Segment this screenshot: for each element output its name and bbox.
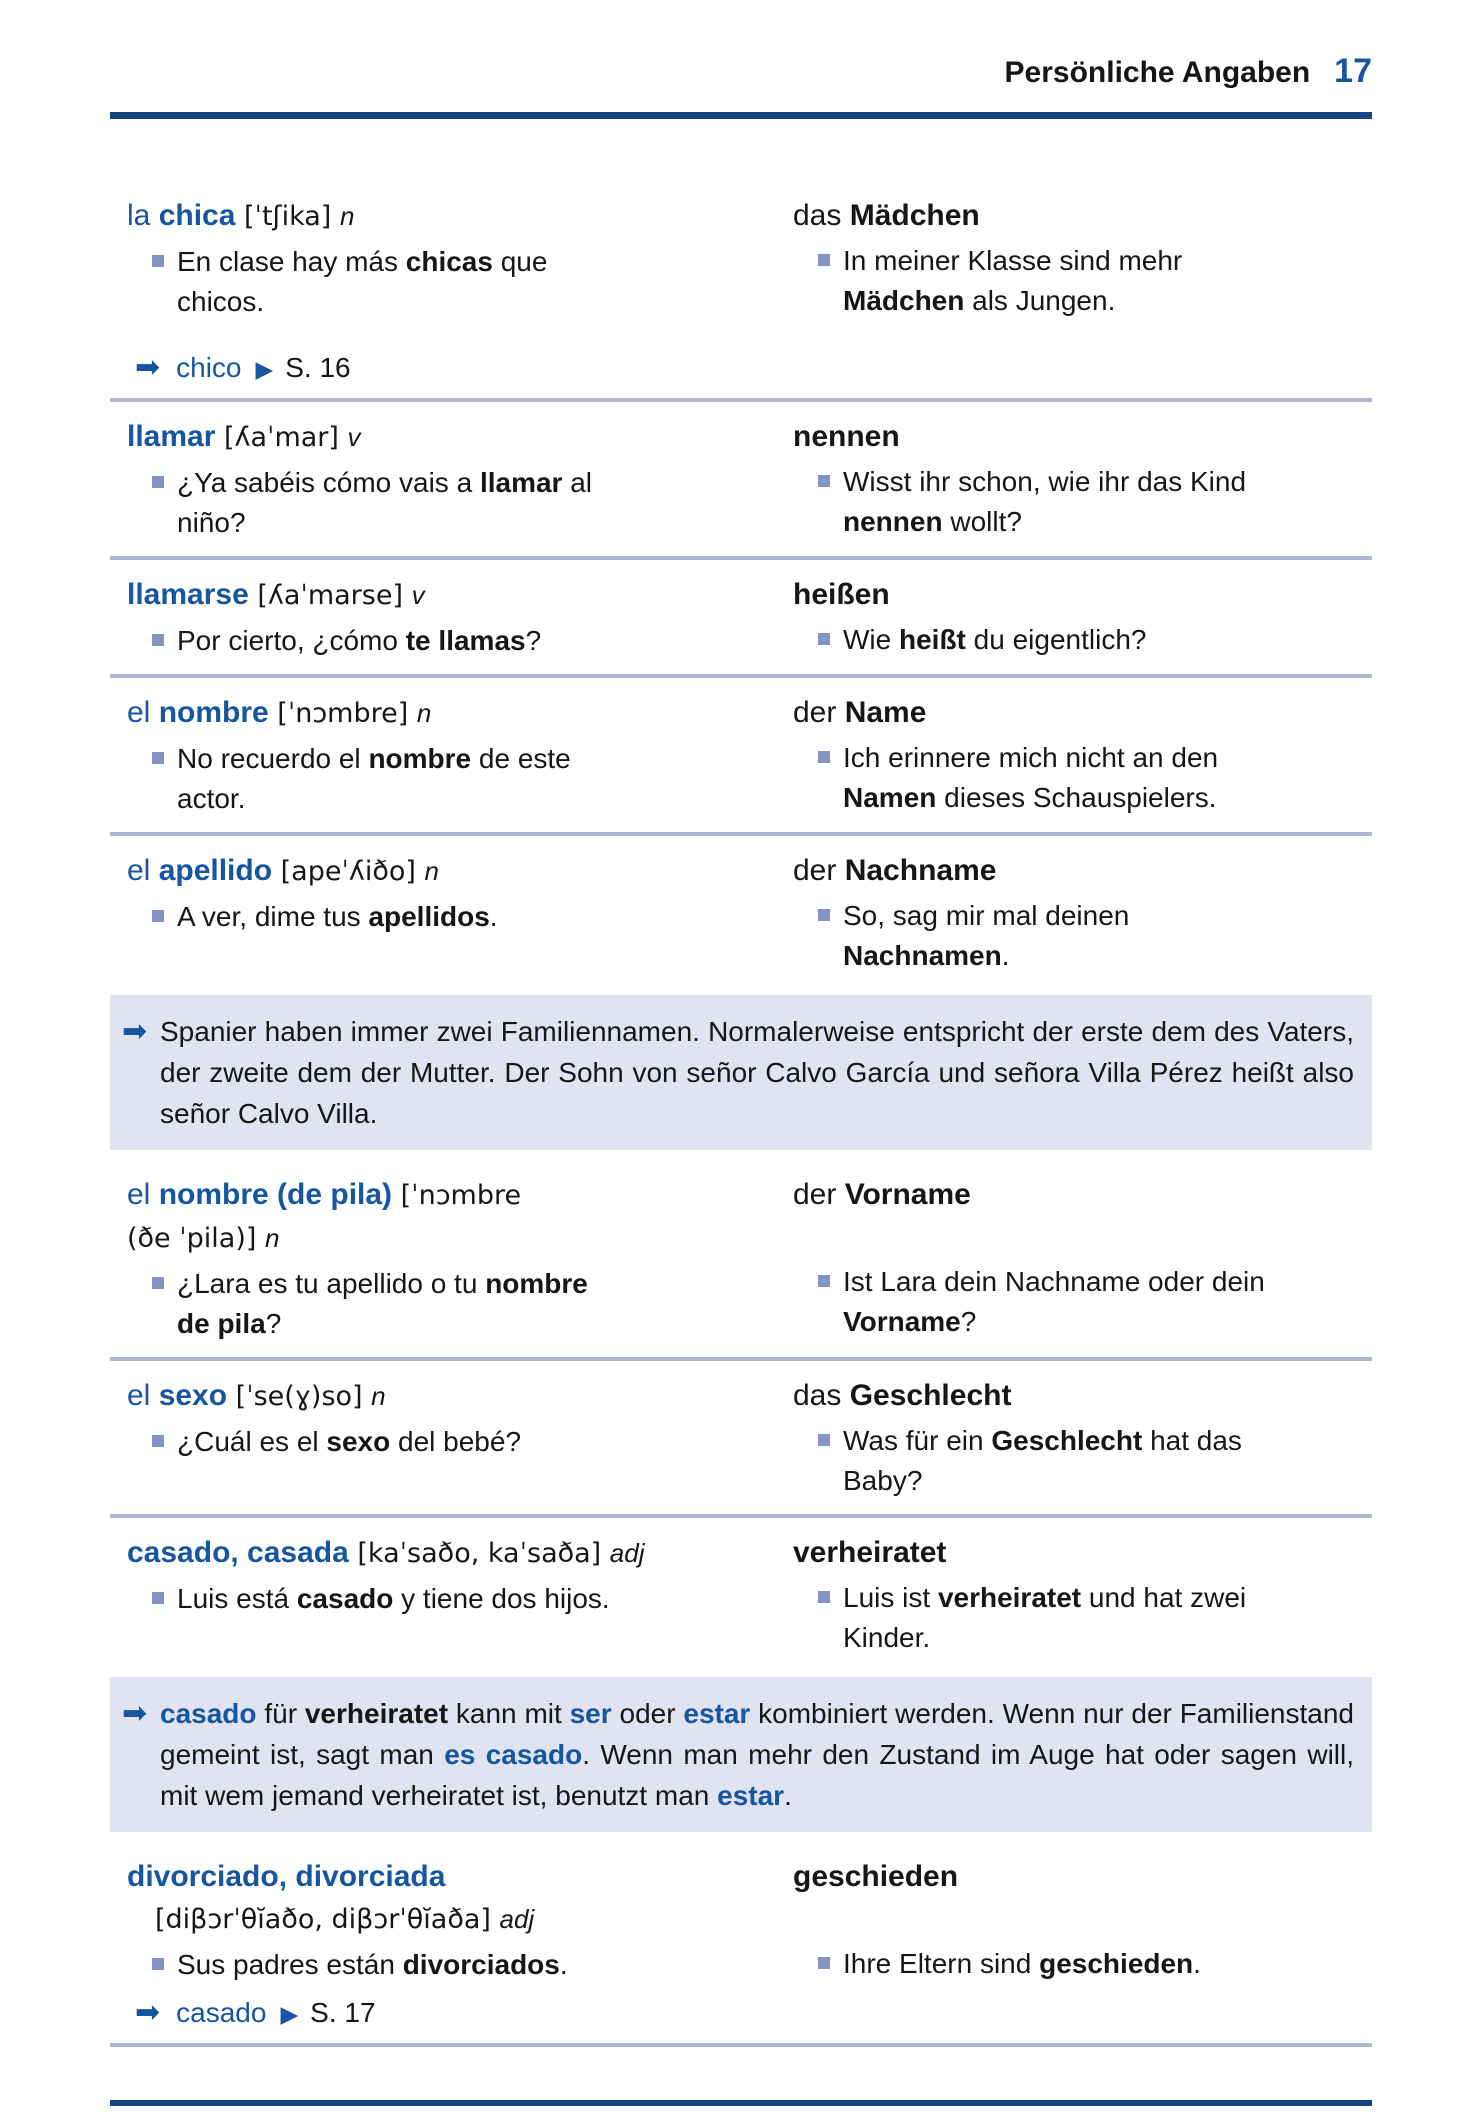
- text-segment: es casado: [444, 1739, 583, 1770]
- text-segment: Nachnamen: [843, 940, 1002, 971]
- square-bullet-icon: [818, 1434, 830, 1446]
- right-arrow-icon: ➡: [122, 1696, 148, 1731]
- text-segment: du eigentlich?: [965, 624, 1147, 655]
- example-text: [177, 1422, 521, 1462]
- square-bullet-icon: [152, 1277, 164, 1289]
- spanish-column: [127, 1174, 775, 1344]
- example-sentence: [818, 620, 1372, 660]
- example-sentence: [818, 241, 1372, 321]
- dictionary-entry-row: [110, 1518, 1372, 1671]
- cross-reference: [135, 1995, 775, 2030]
- example-text: [843, 1421, 1293, 1501]
- text-segment: .: [1193, 1948, 1201, 1979]
- text-segment: Sus padres están: [177, 1949, 403, 1980]
- text-segment: Mädchen: [849, 199, 980, 232]
- text-segment: nombre (de pila): [158, 1178, 393, 1211]
- example-text: [843, 241, 1293, 321]
- text-segment: [ˈnɔmbre: [392, 1180, 522, 1211]
- text-segment: oder: [611, 1698, 684, 1729]
- text-segment: für: [256, 1698, 305, 1729]
- example-sentence: [818, 1262, 1372, 1342]
- text-segment: heißen: [793, 578, 890, 611]
- text-segment: y tiene dos hijos.: [393, 1583, 610, 1614]
- example-text: [843, 620, 1146, 660]
- text-segment: Mädchen: [843, 285, 965, 316]
- text-segment: So, sag mir mal deinen: [843, 900, 1130, 931]
- text-segment: sexo: [326, 1426, 391, 1457]
- triangle-right-icon: ▶: [280, 2002, 299, 2028]
- example-text: [843, 1262, 1293, 1342]
- text-segment: (ðe ˈpila)]: [127, 1223, 266, 1254]
- text-segment: Wie: [843, 624, 899, 655]
- crossref-word: chico: [176, 352, 242, 383]
- text-segment: geschieden: [1039, 1948, 1194, 1979]
- square-bullet-icon: [818, 751, 830, 763]
- crossref-word: casado: [176, 1997, 267, 2028]
- crossref-page: S. 16: [285, 352, 351, 383]
- german-column: [793, 692, 1372, 819]
- text-segment: nennen: [843, 506, 943, 537]
- text-segment: .: [489, 901, 498, 932]
- german-column: [793, 1532, 1372, 1658]
- example-text: [177, 1945, 568, 1985]
- text-segment: apellidos: [368, 901, 490, 932]
- header-rule: [110, 112, 1372, 119]
- example-sentence: [818, 896, 1372, 976]
- example-text: [843, 1578, 1293, 1658]
- dictionary-entry-row: [110, 1842, 1372, 2043]
- text-segment: ¿Ya sabéis cómo vais a: [177, 467, 480, 498]
- square-bullet-icon: [152, 752, 164, 764]
- text-segment: .: [1001, 940, 1010, 971]
- right-arrow-icon: ➡: [122, 1014, 148, 1049]
- text-segment: hat das Baby?: [843, 1425, 1242, 1496]
- text-segment: [ʎaˈmarse]: [248, 580, 412, 611]
- text-segment: casado, casada: [127, 1536, 349, 1569]
- text-segment: del bebé?: [390, 1426, 522, 1457]
- example-text: [843, 738, 1293, 818]
- text-segment: ?: [265, 1308, 282, 1339]
- dictionary-entry-row: [110, 402, 1372, 556]
- text-segment: adj: [499, 1904, 535, 1934]
- text-segment: el: [127, 696, 159, 729]
- german-column: [793, 195, 1372, 385]
- text-segment: casado: [296, 1583, 394, 1614]
- text-segment: verheiratet: [937, 1582, 1082, 1613]
- text-segment: estar: [683, 1698, 751, 1729]
- text-segment: n: [416, 698, 432, 728]
- example-sentence: [152, 1945, 775, 1985]
- dictionary-entry-row: [110, 560, 1372, 674]
- text-segment: Name: [844, 696, 927, 729]
- entry-divider: [110, 2043, 1372, 2047]
- headword-de: [793, 1856, 1372, 1898]
- text-segment: geschieden: [793, 1860, 959, 1893]
- text-segment: el: [127, 1178, 159, 1211]
- example-text: [177, 463, 617, 543]
- text-segment: Spanier haben immer zwei Familiennamen. Normalerweise entspricht der erste dem des Vaters, der zweite dem der Mutter. Der Sohn von señor Calvo García und señora Villa Pérez heißt also señor Calvo Villa.: [160, 1016, 1354, 1129]
- headword-de: [793, 692, 1372, 734]
- crossref-page: S. 17: [310, 1997, 376, 2028]
- text-segment: Was für ein: [843, 1425, 992, 1456]
- headword-es: [127, 1174, 775, 1217]
- headword-de: [793, 1532, 1372, 1574]
- square-bullet-icon: [818, 1275, 830, 1287]
- example-sentence: [818, 1421, 1372, 1501]
- text-segment: und hat zwei Kinder.: [843, 1582, 1247, 1653]
- dictionary-entry-row: [110, 181, 1372, 398]
- text-segment: el: [127, 1379, 159, 1412]
- text-segment: nennen: [793, 420, 900, 453]
- headword-es: [127, 692, 775, 735]
- right-arrow-icon: ➡: [135, 1995, 161, 2030]
- text-segment: el: [127, 854, 159, 887]
- text-segment: que chicos.: [177, 246, 548, 317]
- square-bullet-icon: [152, 1958, 164, 1970]
- text-segment: [ʎaˈmar]: [215, 422, 348, 453]
- footer-rule: [110, 2100, 1372, 2106]
- text-segment: Luis está: [177, 1583, 297, 1614]
- text-segment: sexo: [158, 1379, 228, 1412]
- text-segment: Nachname: [844, 854, 997, 887]
- example-sentence: [818, 1944, 1372, 1984]
- usage-note-text: [160, 1011, 1354, 1134]
- spanish-column: [127, 1532, 775, 1658]
- example-sentence: [152, 621, 775, 661]
- example-sentence: [152, 1422, 775, 1462]
- text-segment: ?: [525, 625, 542, 656]
- text-segment: n: [424, 856, 439, 886]
- headword-es: [127, 1856, 775, 1898]
- square-bullet-icon: [152, 1435, 164, 1447]
- page-number: 17: [1334, 52, 1372, 90]
- text-segment: nombre: [368, 743, 472, 774]
- text-segment: Por cierto, ¿cómo: [177, 625, 406, 656]
- text-segment: wollt?: [942, 506, 1022, 537]
- usage-note-box: [110, 995, 1372, 1150]
- text-segment: Ihre Eltern sind: [843, 1948, 1040, 1979]
- spanish-column: [127, 692, 775, 819]
- headword-es: [127, 574, 775, 617]
- text-segment: al niño?: [177, 467, 593, 538]
- spanish-column: [127, 574, 775, 661]
- right-arrow-icon: ➡: [135, 350, 161, 385]
- text-segment: kombiniert werden. Wenn nur der Familienstand gemeint ist, sagt man: [160, 1698, 1354, 1770]
- text-segment: llamar: [479, 467, 563, 498]
- text-segment: estar: [717, 1780, 785, 1811]
- triangle-right-icon: ▶: [255, 357, 274, 383]
- usage-note-box: [110, 1677, 1372, 1832]
- square-bullet-icon: [818, 475, 830, 487]
- text-segment: der: [793, 696, 845, 729]
- example-sentence: [152, 1264, 775, 1344]
- text-segment: das: [793, 1379, 850, 1412]
- square-bullet-icon: [152, 255, 164, 267]
- square-bullet-icon: [818, 1957, 830, 1969]
- text-segment: [diβɔrˈθĭaðo, diβɔrˈθĭaða]: [155, 1904, 500, 1935]
- text-segment: la: [127, 199, 159, 232]
- square-bullet-icon: [152, 1592, 164, 1604]
- text-segment: .: [784, 1780, 792, 1811]
- text-segment: divorciados: [402, 1949, 560, 1980]
- text-segment: Vorname: [843, 1306, 961, 1337]
- german-column: [793, 850, 1372, 976]
- example-sentence: [152, 242, 775, 322]
- headword-de: [793, 574, 1372, 616]
- headword-es: [127, 195, 775, 238]
- text-segment: verheiratet: [304, 1698, 449, 1729]
- example-text: [843, 462, 1293, 542]
- text-segment: ?: [960, 1306, 977, 1337]
- example-text: [177, 621, 541, 661]
- spanish-column: [127, 1375, 775, 1501]
- german-column: [793, 1174, 1372, 1344]
- text-segment: divorciado, divorciada: [127, 1860, 446, 1893]
- headword-es: [127, 1532, 775, 1575]
- headword-es: [127, 1375, 775, 1418]
- square-bullet-icon: [818, 909, 830, 921]
- text-segment: Vorname: [844, 1178, 971, 1211]
- text-segment: [ˈnɔmbre]: [268, 698, 417, 729]
- square-bullet-icon: [818, 254, 830, 266]
- example-sentence: [152, 1579, 775, 1619]
- headword-de: [793, 850, 1372, 892]
- text-segment: Namen: [843, 782, 937, 813]
- text-segment: casado: [160, 1698, 257, 1729]
- example-text: [177, 242, 617, 322]
- example-sentence: [152, 897, 775, 937]
- text-segment: das: [793, 199, 850, 232]
- text-segment: heißt: [899, 624, 966, 655]
- text-segment: In meiner Klasse sind mehr: [843, 245, 1183, 276]
- text-segment: [ˈse(ɣ)so]: [227, 1381, 372, 1412]
- headword-es: [127, 416, 775, 459]
- example-text: [177, 897, 498, 937]
- spanish-column: [127, 416, 775, 543]
- text-segment: llamar: [127, 420, 216, 453]
- example-text: [843, 1944, 1201, 1984]
- square-bullet-icon: [152, 910, 164, 922]
- german-column: [793, 416, 1372, 543]
- text-segment: En clase hay más: [177, 246, 406, 277]
- spanish-column: [127, 850, 775, 976]
- text-segment: de este actor.: [177, 743, 571, 814]
- example-text: [177, 1264, 617, 1344]
- headword-de: [793, 416, 1372, 458]
- headword-es: [127, 850, 775, 893]
- example-sentence: [152, 739, 775, 819]
- text-segment: te llamas: [405, 625, 526, 656]
- square-bullet-icon: [152, 634, 164, 646]
- dictionary-entry-row: [110, 1361, 1372, 1514]
- german-column: [793, 1856, 1372, 2030]
- text-segment: v: [411, 580, 425, 610]
- entry-list: [110, 119, 1372, 2047]
- text-segment: dieses Schauspielers.: [936, 782, 1217, 813]
- text-segment: [kaˈsaðo, kaˈsaða]: [348, 1538, 610, 1569]
- dictionary-entry-row: [110, 836, 1372, 989]
- dictionary-entry-row: [110, 678, 1372, 832]
- example-text: [177, 739, 617, 819]
- text-segment: kann mit: [448, 1698, 570, 1729]
- cross-reference: [135, 350, 775, 385]
- text-segment: der: [793, 1178, 845, 1211]
- text-segment: n: [265, 1223, 280, 1253]
- text-segment: [apeˈʎiðo]: [272, 856, 425, 887]
- page-header: [1005, 52, 1372, 91]
- example-sentence: [818, 1578, 1372, 1658]
- headword-de: [793, 195, 1372, 237]
- headword-de: [793, 1375, 1372, 1417]
- page-title: Persönliche Angaben: [1004, 56, 1311, 89]
- usage-note-text: [160, 1693, 1354, 1816]
- text-segment: Luis ist: [843, 1582, 938, 1613]
- text-segment: A ver, dime tus: [177, 901, 369, 932]
- text-segment: v: [347, 422, 361, 452]
- text-segment: ser: [569, 1698, 612, 1729]
- example-sentence: [818, 738, 1372, 818]
- example-sentence: [152, 463, 775, 543]
- example-text: [177, 1579, 610, 1619]
- spanish-column: [127, 1856, 775, 2030]
- text-segment: [ˈtʃika]: [235, 201, 340, 232]
- text-segment: nombre: [158, 696, 269, 729]
- german-column: [793, 1375, 1372, 1501]
- text-segment: No recuerdo el: [177, 743, 369, 774]
- text-segment: . Wenn man mehr den Zustand im Auge hat oder sagen will, mit wem jemand verheiratet ist, benutzt man: [160, 1739, 1355, 1811]
- square-bullet-icon: [152, 476, 164, 488]
- text-segment: der: [793, 854, 845, 887]
- text-segment: ¿Cuál es el: [177, 1426, 327, 1457]
- text-segment: Wisst ihr schon, wie ihr das Kind: [843, 466, 1247, 497]
- square-bullet-icon: [818, 1591, 830, 1603]
- text-segment: Geschlecht: [991, 1425, 1143, 1456]
- text-segment: apellido: [158, 854, 273, 887]
- text-segment: llamarse: [127, 578, 249, 611]
- text-segment: chicas: [405, 246, 493, 277]
- square-bullet-icon: [818, 633, 830, 645]
- text-segment: ¿Lara es tu apellido o tu: [177, 1268, 486, 1299]
- text-segment: verheiratet: [793, 1536, 947, 1569]
- text-segment: Ist Lara dein Nachname oder dein: [843, 1266, 1265, 1297]
- text-segment: Ich erinnere mich nicht an den: [843, 742, 1219, 773]
- text-segment: nombre de pila: [177, 1268, 588, 1339]
- text-segment: als Jungen.: [964, 285, 1116, 316]
- dictionary-entry-row: [110, 1160, 1372, 1357]
- text-segment: adj: [609, 1538, 645, 1568]
- headword-de: [793, 1174, 1372, 1216]
- german-column: [793, 574, 1372, 661]
- example-sentence: [818, 462, 1372, 542]
- headword-ipa-line: [127, 1217, 775, 1260]
- text-segment: n: [371, 1381, 386, 1411]
- text-segment: .: [559, 1949, 568, 1980]
- text-segment: Geschlecht: [849, 1379, 1012, 1412]
- text-segment: n: [339, 201, 355, 231]
- text-segment: chica: [158, 199, 236, 232]
- spanish-column: [127, 195, 775, 385]
- example-text: [843, 896, 1293, 976]
- headword-ipa-line: [155, 1898, 775, 1941]
